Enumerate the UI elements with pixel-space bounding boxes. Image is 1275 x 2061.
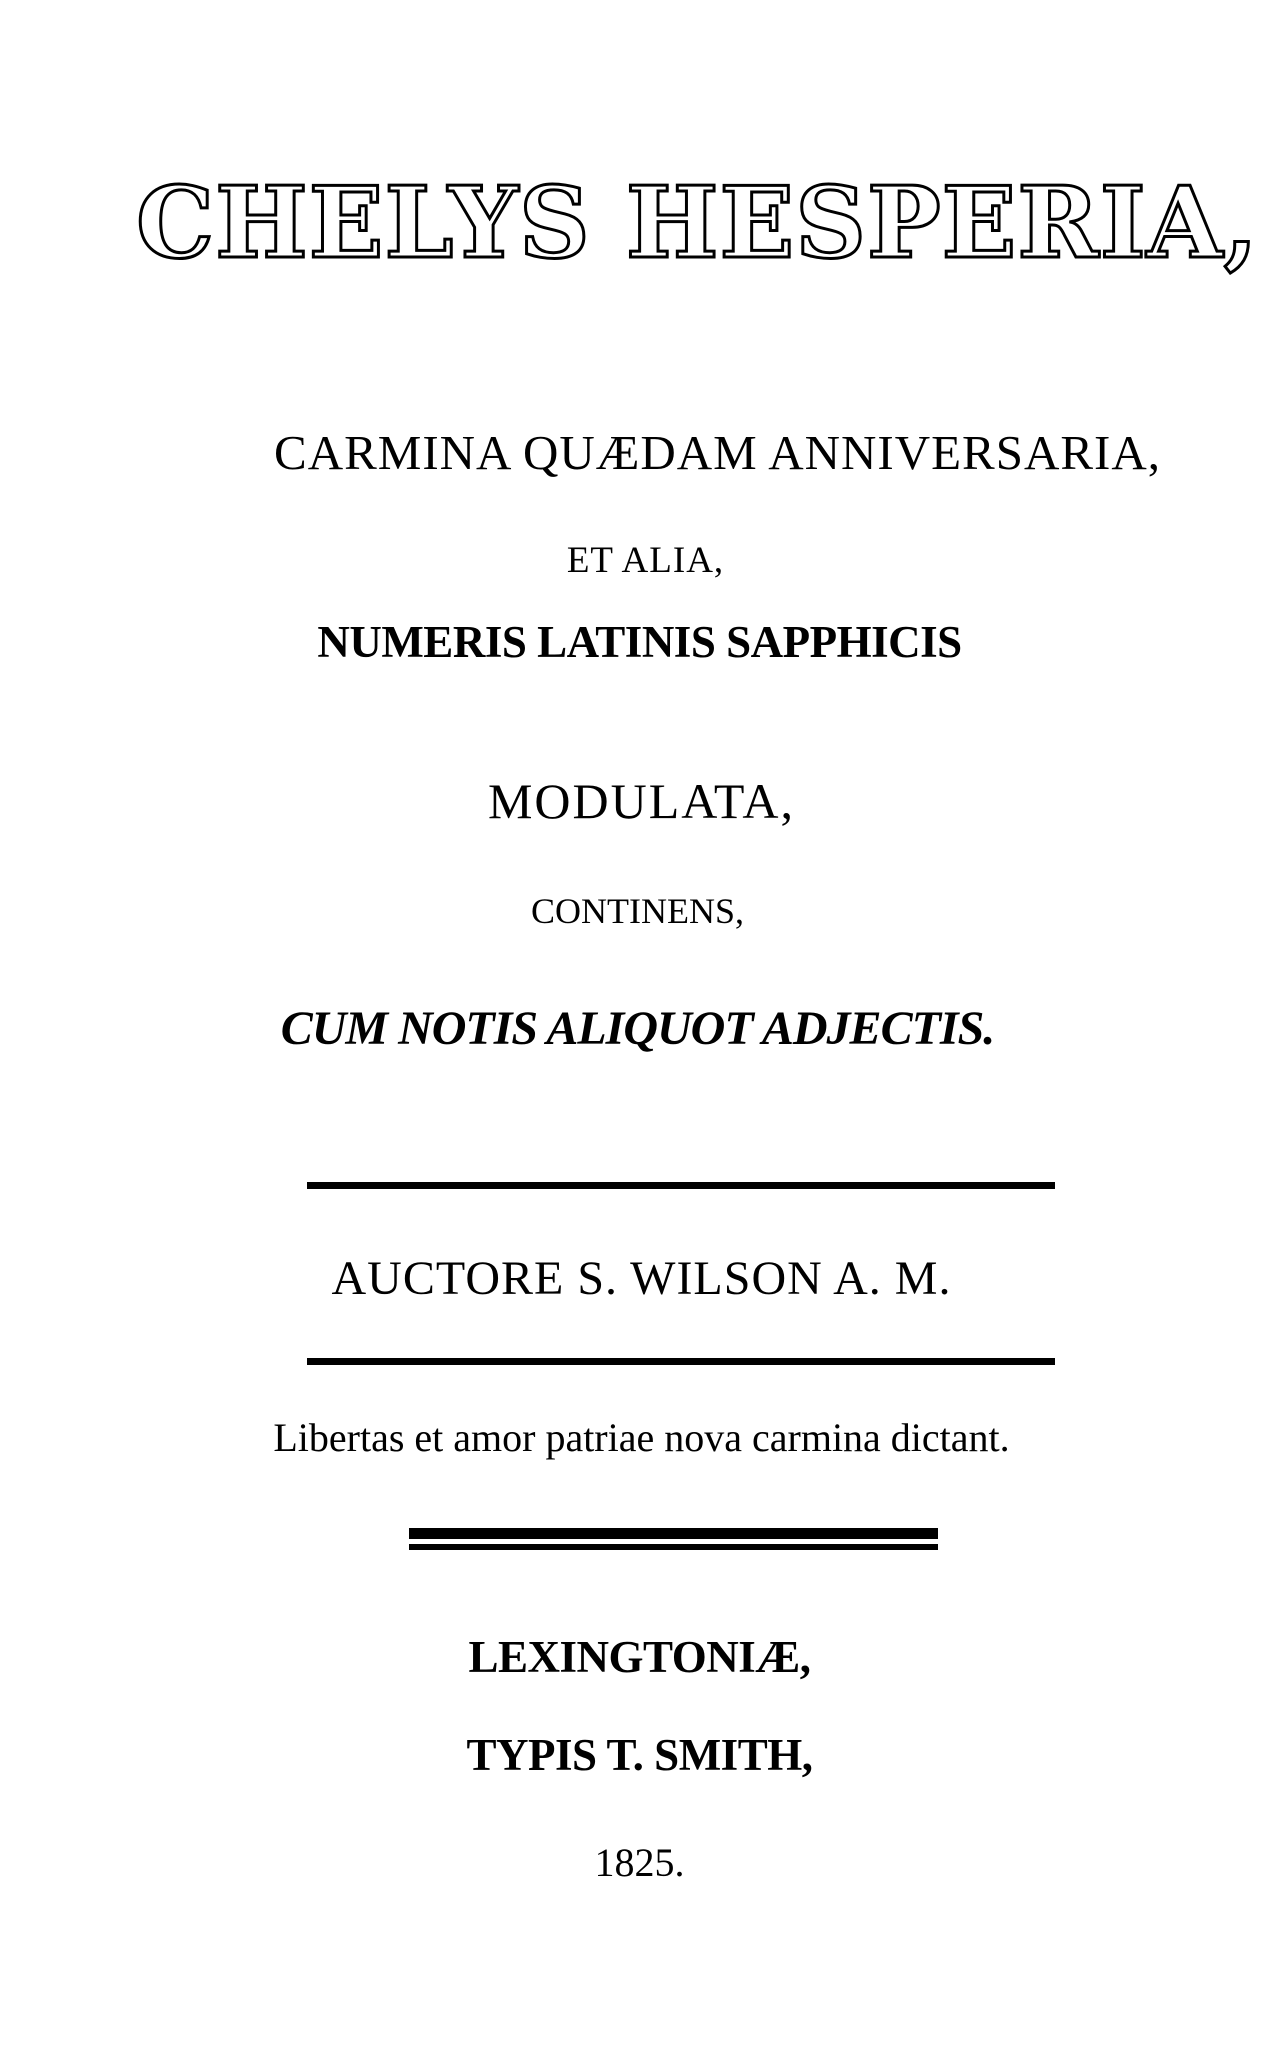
subtitle-line-6: CUM NOTIS ALIQUOT ADJECTIS. xyxy=(280,1002,995,1055)
book-title: CHELYS HESPERIA, xyxy=(136,166,1259,281)
subtitle-line-1: CARMINA QUÆDAM ANNIVERSARIA, xyxy=(274,425,1161,480)
double-rule-thin xyxy=(409,1544,938,1550)
author-line: AUCTORE S. WILSON A. M. xyxy=(331,1252,952,1305)
subtitle-line-3: NUMERIS LATINIS SAPPHICIS xyxy=(317,617,962,667)
double-rule-thick xyxy=(409,1528,938,1539)
subtitle-line-5: CONTINENS, xyxy=(531,891,744,931)
subtitle-line-4: MODULATA, xyxy=(487,773,796,829)
imprint-printer: TYPIS T. SMITH, xyxy=(466,1730,813,1780)
divider-rule-middle xyxy=(307,1358,1055,1365)
divider-rule-top xyxy=(307,1182,1055,1189)
subtitle-line-2: ET ALIA, xyxy=(566,540,725,581)
motto: Libertas et amor patriae nova carmina dictant. xyxy=(273,1415,1010,1460)
imprint-place: LEXINGTONIÆ, xyxy=(468,1632,811,1682)
imprint-year: 1825. xyxy=(594,1840,685,1885)
